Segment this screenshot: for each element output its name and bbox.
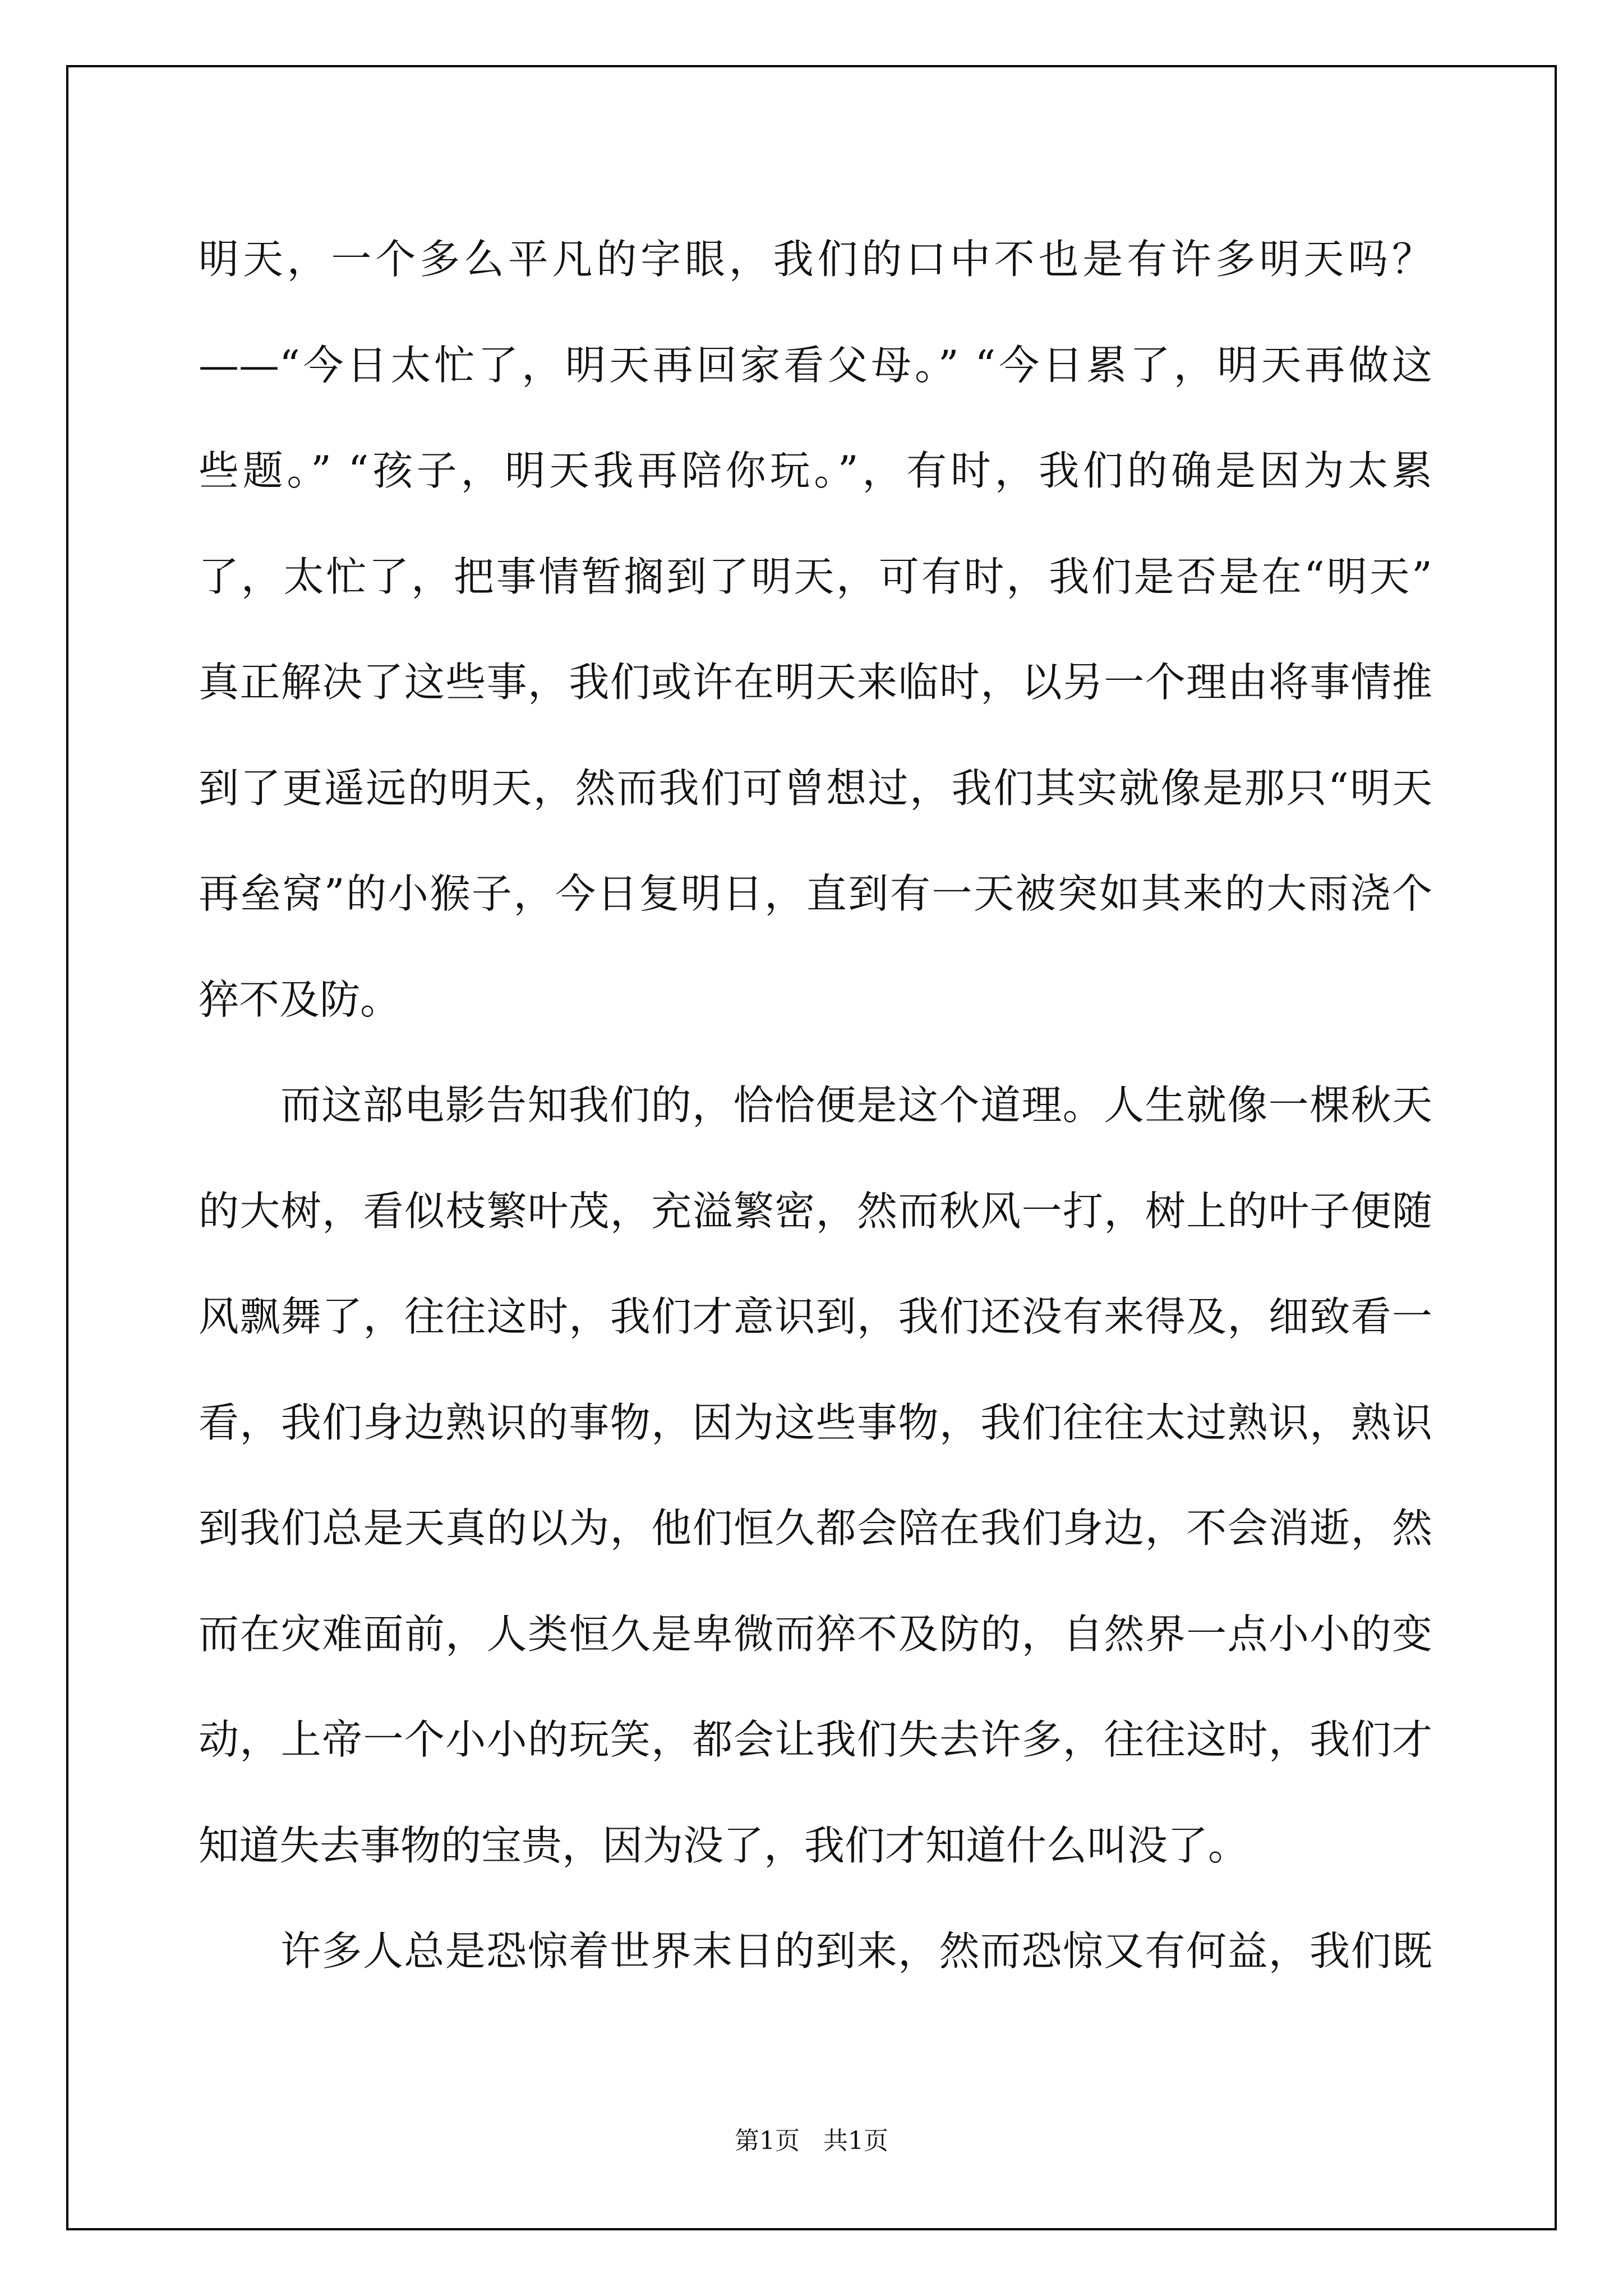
paragraph-2	[199, 1052, 1432, 1898]
text-line: 风飘舞了，往往这时，我们才意识到，我们还没有来得及，细致看一	[199, 1293, 1432, 1340]
paragraph-3	[199, 1898, 1432, 2004]
text-line: 知道失去事物的宝贵，因为没了，我们才知道什么叫没了。	[199, 1821, 1249, 1869]
text-line: 了，太忙了，把事情暂搁到了明天，可有时，我们是否是在“明天”	[199, 553, 1432, 600]
paragraph-1	[199, 206, 1432, 1052]
text-line: 而这部电影告知我们的，恰恰便是这个道理。人生就像一棵秋天	[280, 1082, 1432, 1129]
text-line: 而在灾难面前，人类恒久是卑微而猝不及防的，自然界一点小小的变	[199, 1610, 1432, 1658]
page-number-footer: 第1页 共1页	[735, 2127, 888, 2155]
text-line: 许多人总是恐惊着世界末日的到来，然而恐惊又有何益，我们既	[280, 1927, 1432, 1975]
text-line: 的大树，看似枝繁叶茂，充溢繁密，然而秋风一打，树上的叶子便随	[199, 1187, 1432, 1235]
text-line: ——“今日太忙了，明天再回家看父母。” “今日累了，明天再做这	[199, 341, 1432, 389]
text-line: 动，上帝一个小小的玩笑，都会让我们失去许多，往往这时，我们才	[199, 1716, 1432, 1763]
text-line: 到我们总是天真的以为，他们恒久都会陪在我们身边，不会消逝，然	[199, 1504, 1432, 1552]
text-line: 些题。” “孩子，明天我再陪你玩。”，有时，我们的确是因为太累	[199, 447, 1432, 494]
text-line: 看，我们身边熟识的事物，因为这些事物，我们往往太过熟识，熟识	[199, 1398, 1432, 1446]
document-body	[199, 206, 1432, 2004]
text-line: 到了更遥远的明天，然而我们可曾想过，我们其实就像是那只“明天	[199, 764, 1432, 812]
text-line: 明天，一个多么平凡的字眼，我们的口中不也是有许多明天吗？	[199, 236, 1432, 283]
text-line: 猝不及防。	[199, 976, 401, 1023]
text-line: 真正解决了这些事，我们或许在明天来临时，以另一个理由将事情推	[199, 659, 1432, 706]
text-line: 再垒窝”的小猴子，今日复明日，直到有一天被突如其来的大雨浇个	[199, 870, 1432, 917]
